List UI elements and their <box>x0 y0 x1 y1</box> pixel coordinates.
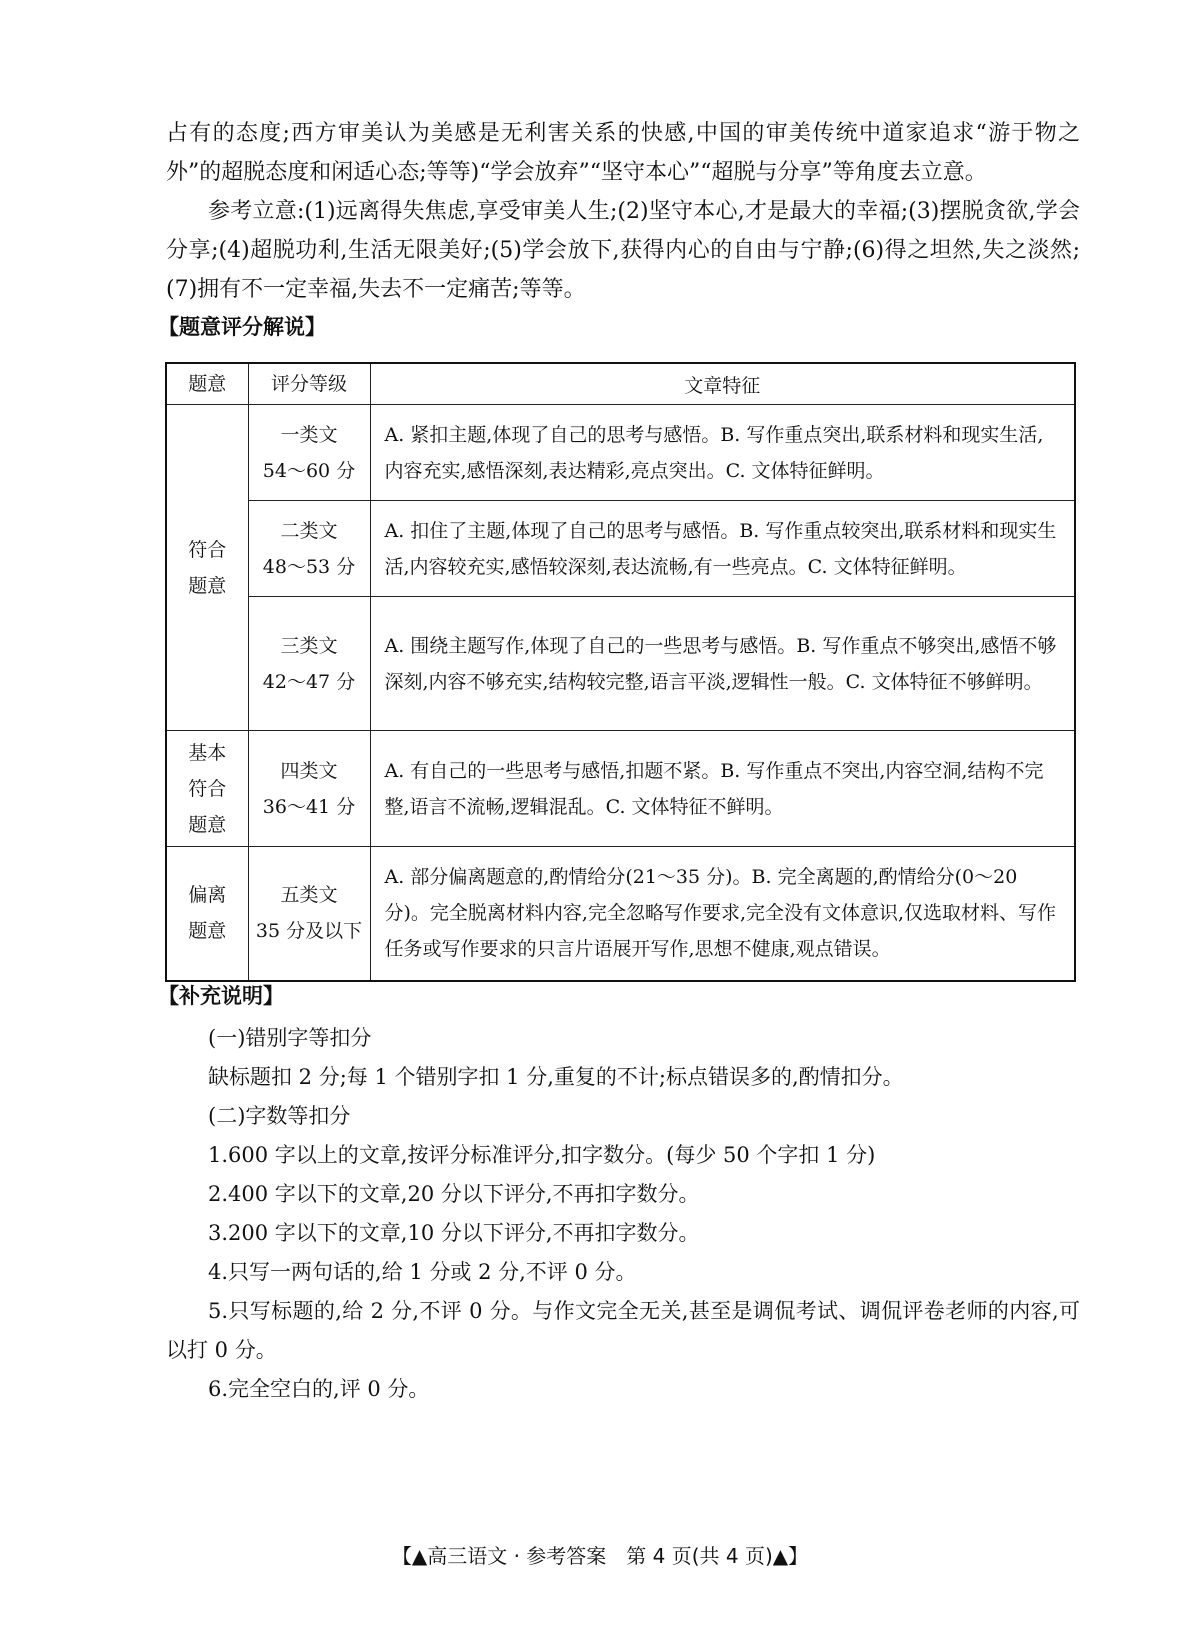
header-grade: 评分等级 <box>248 363 370 405</box>
grade-name: 三类文 <box>280 634 338 657</box>
grade-cell <box>248 597 370 731</box>
supplement-item: 3.200 字以下的文章,10 分以下评分,不再扣字数分。 <box>208 1221 700 1245</box>
scoring-heading: 【题意评分解说】 <box>158 315 326 339</box>
table-row <box>166 405 1075 501</box>
grade-cell <box>248 731 370 847</box>
header-intent: 题意 <box>166 363 248 405</box>
grade-range: 35 分及以下 <box>255 920 363 943</box>
header-feature: 文章特征 <box>370 363 1075 405</box>
feature-cell: A. 围绕主题写作,体现了自己的一些思考与感悟。B. 写作重点不够突出,感悟不够深刻,内容不够充实,结构较完整,语言平淡,逻辑性一般。C. 文体特征不够鲜明。 <box>370 597 1075 731</box>
grade-range: 36～41 分 <box>262 795 356 818</box>
grade-cell <box>248 405 370 501</box>
supplement-item: 4.只写一两句话的,给 1 分或 2 分,不评 0 分。 <box>208 1260 637 1284</box>
supplement-item: 1.600 字以上的文章,按评分标准评分,扣字数分。(每少 50 个字扣 1 分) <box>208 1143 876 1167</box>
table-row <box>166 731 1075 847</box>
grade-range: 48～53 分 <box>262 555 356 578</box>
grade-range: 54～60 分 <box>262 459 356 482</box>
grade-cell <box>248 501 370 597</box>
intent-cell <box>166 847 248 981</box>
grade-name: 一类文 <box>280 423 338 446</box>
feature-cell: A. 有自己的一些思考与感悟,扣题不紧。B. 写作重点不突出,内容空洞,结构不完整,语言不流畅,逻辑混乱。C. 文体特征不鲜明。 <box>370 731 1075 847</box>
supplement-heading: 【补充说明】 <box>158 984 284 1008</box>
supplement-item: 6.完全空白的,评 0 分。 <box>208 1377 430 1401</box>
feature-cell: A. 扣住了主题,体现了自己的思考与感悟。B. 写作重点较突出,联系材料和现实生活,内容较充实,感悟较深刻,表达流畅,有一些亮点。C. 文体特征鲜明。 <box>370 501 1075 597</box>
supplement-item: 2.400 字以下的文章,20 分以下评分,不再扣字数分。 <box>208 1182 700 1206</box>
feature-cell: A. 紧扣主题,体现了自己的思考与感悟。B. 写作重点突出,联系材料和现实生活,内容充实,感悟深刻,表达精彩,亮点突出。C. 文体特征鲜明。 <box>370 405 1075 501</box>
table-row <box>166 847 1075 981</box>
feature-cell: A. 部分偏离题意的,酌情给分(21～35 分)。B. 完全离题的,酌情给分(0～20 分)。完全脱离材料内容,完全忽略写作要求,完全没有文体意识,仅选取材料、写作任务或写作要求的只言片语展开写作,思想不健康,观点错误。 <box>370 847 1075 981</box>
page-footer: 【▲高三语文 · 参考答案 第 4 页(共 4 页)▲】 <box>391 1544 809 1568</box>
intent-cell <box>166 731 248 847</box>
intent-cell <box>166 405 248 731</box>
grade-name: 四类文 <box>280 759 338 782</box>
intent-text: 偏离题意 <box>188 884 227 943</box>
supplement-part1-title: (一)错别字等扣分 <box>208 1026 372 1050</box>
intent-text: 基本符合题意 <box>188 741 227 836</box>
grade-name: 二类文 <box>280 519 338 542</box>
supplement-part1-text: 缺标题扣 2 分;每 1 个错别字扣 1 分,重复的不计;标点错误多的,酌情扣分。 <box>208 1065 904 1089</box>
grade-range: 42～47 分 <box>262 670 356 693</box>
grade-name: 五类文 <box>280 884 338 907</box>
supplement-part2-title: (二)字数等扣分 <box>208 1104 351 1128</box>
table-header-row <box>166 363 1075 405</box>
grade-cell <box>248 847 370 981</box>
table-row <box>166 597 1075 731</box>
table-row <box>166 501 1075 597</box>
supplement-item: 5.只写标题的,给 2 分,不评 0 分。与作文完全无关,甚至是调侃考试、调侃评卷老师的内容,可以打 0 分。 <box>166 1299 1080 1362</box>
intro-paragraph: 占有的态度;西方审美认为美感是无利害关系的快感,中国的审美传统中道家追求“游于物之外”的超脱态度和闲适心态;等等)“学会放弃”“坚守本心”“超脱与分享”等角度去立意。 <box>166 121 1080 185</box>
reference-paragraph: 参考立意:(1)远离得失焦虑,享受审美人生;(2)坚守本心,才是最大的幸福;(3)摆脱贪欲,学会分享;(4)超脱功利,生活无限美好;(5)学会放下,获得内心的自由与宁静;(6)得之坦然,失之淡然;(7)拥有不一定幸福,失去不一定痛苦;等等。 <box>166 199 1080 302</box>
intent-text: 符合题意 <box>188 538 227 597</box>
scoring-table <box>165 362 1076 982</box>
